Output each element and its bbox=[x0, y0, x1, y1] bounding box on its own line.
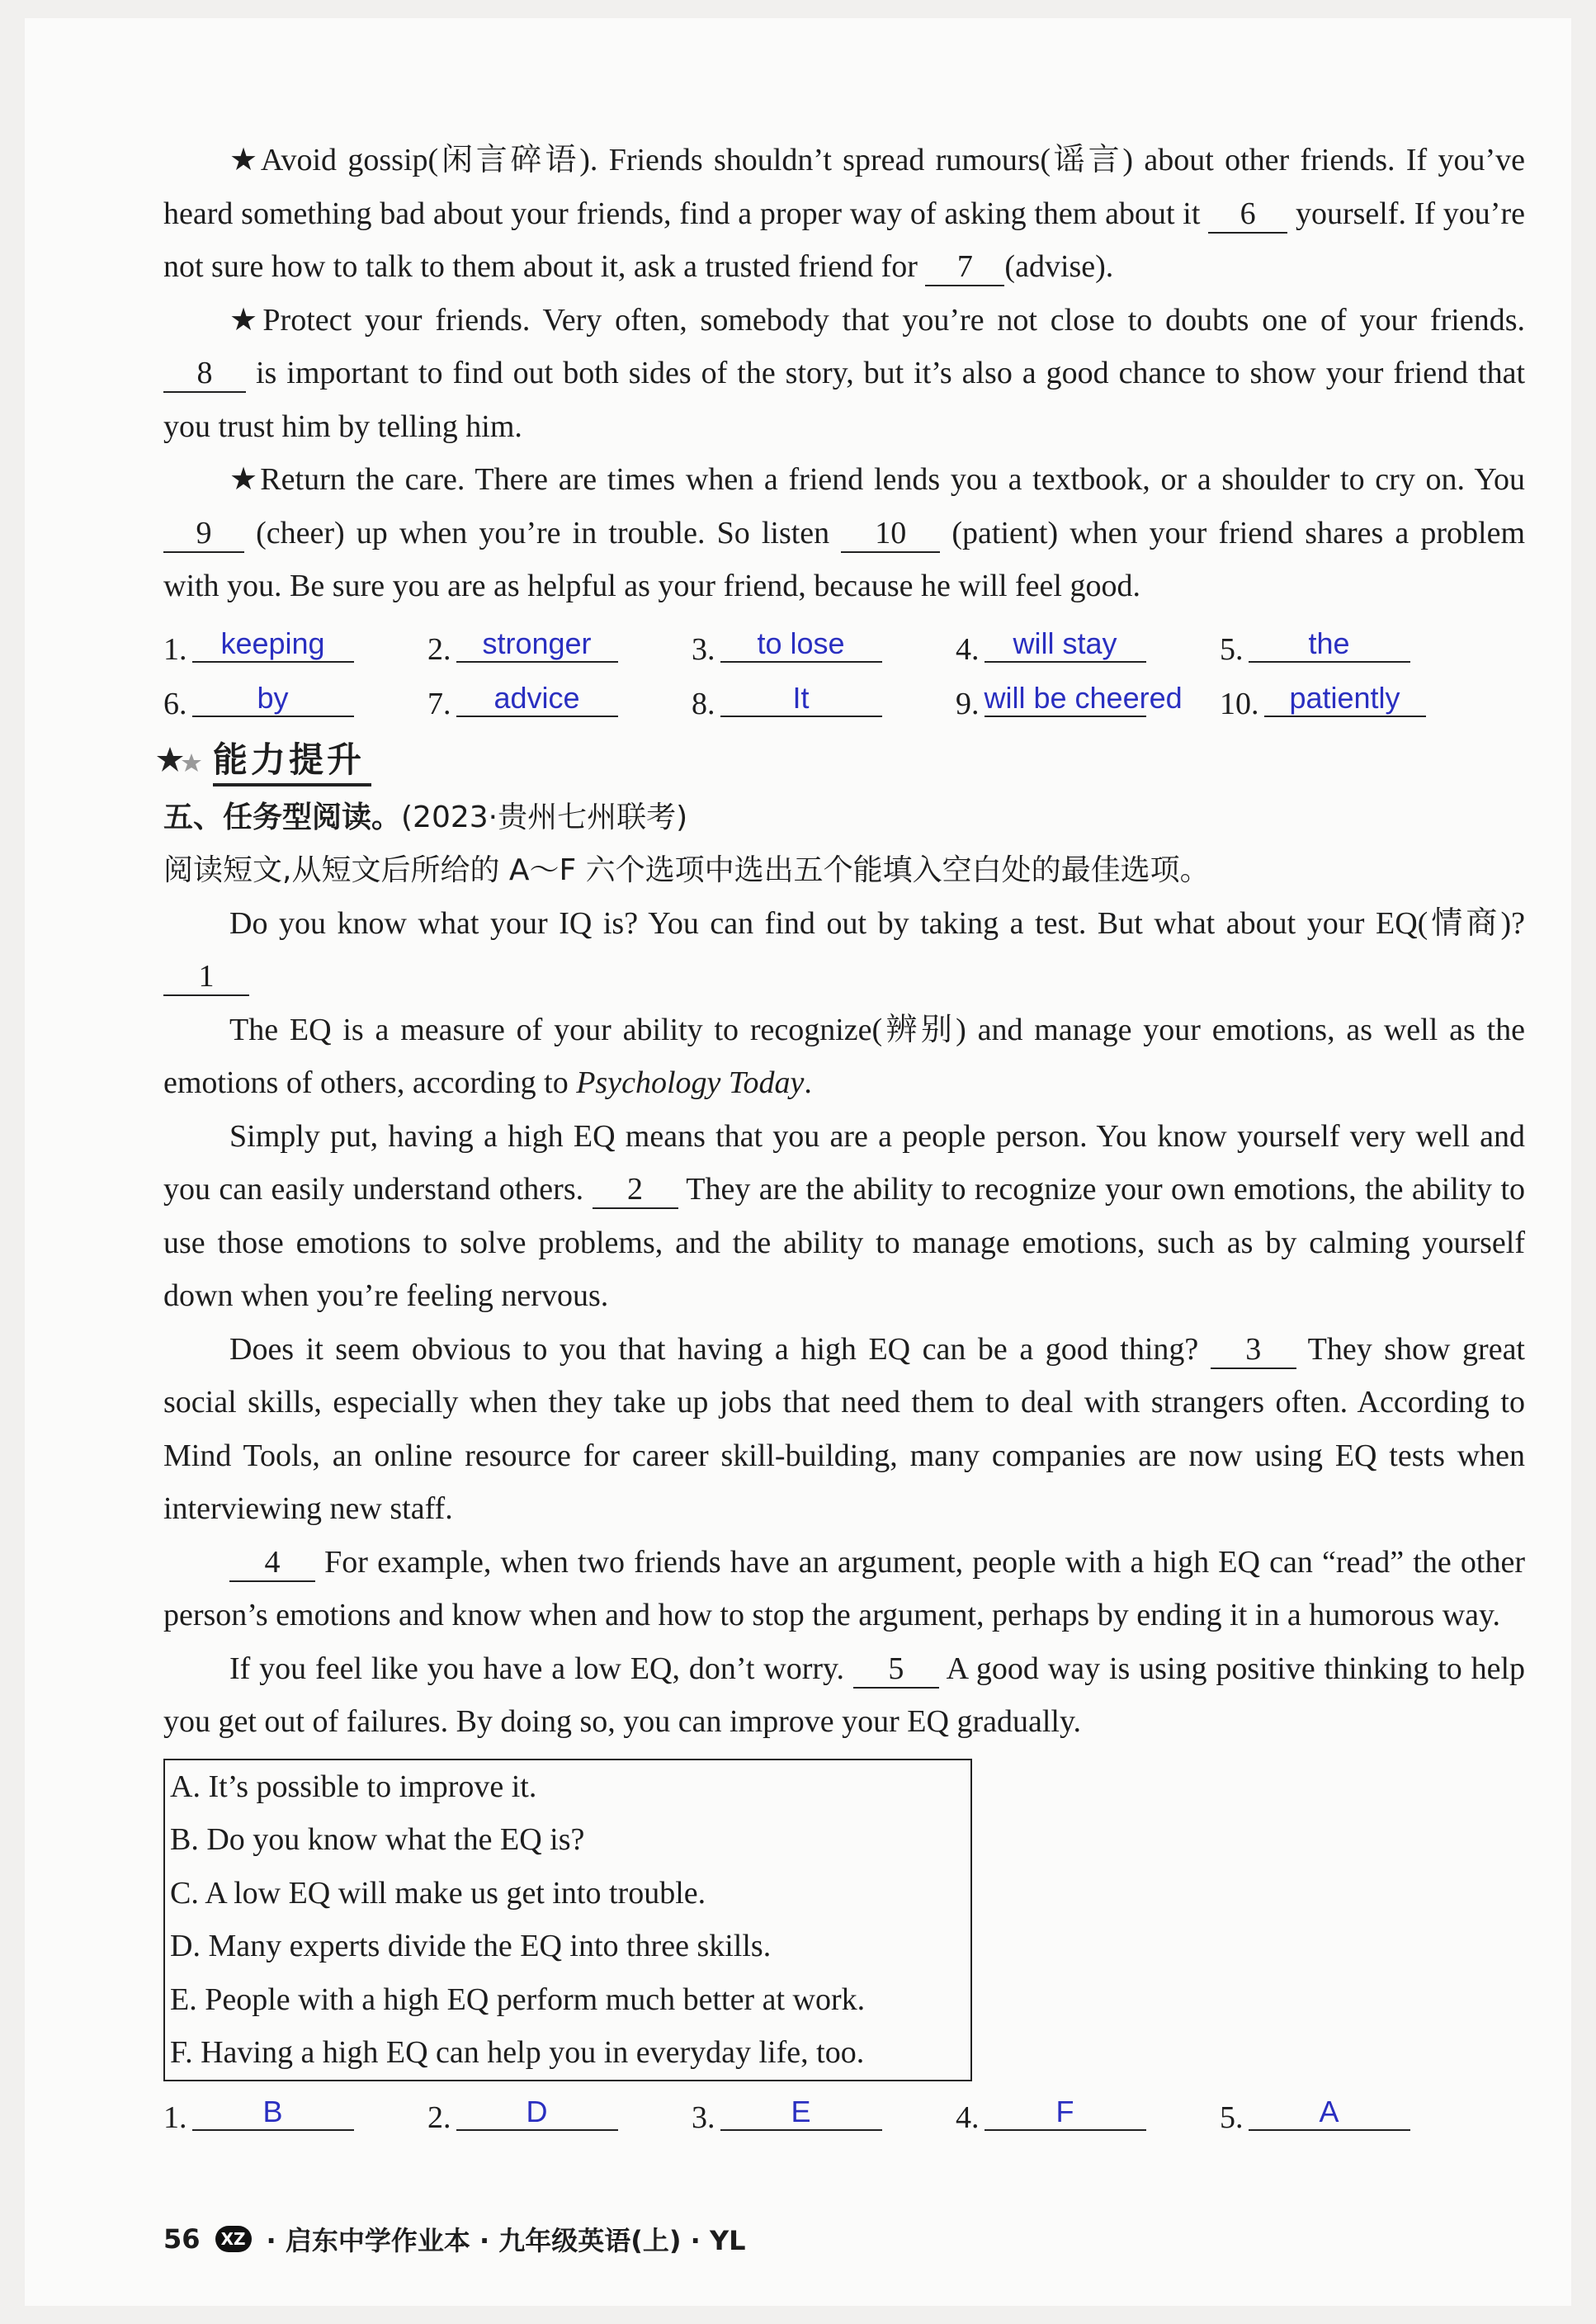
answer-item: 3. to lose bbox=[692, 631, 956, 668]
blank-4: 4 bbox=[229, 1544, 315, 1582]
answer-item: 2. D bbox=[427, 2100, 692, 2136]
option-f: F. Having a high EQ can help you in everyday life, too. bbox=[170, 2035, 865, 2070]
task-instruction: 阅读短文,从短文后所给的 A～F 六个选项中选出五个能填入空白处的最佳选项。 bbox=[163, 853, 1210, 887]
options-box bbox=[163, 1759, 972, 2081]
answer-item: 5. the bbox=[1220, 631, 1484, 668]
handwritten-answer: B bbox=[192, 2095, 354, 2131]
handwritten-answer: D bbox=[456, 2095, 618, 2131]
answer-item: 2. stronger bbox=[427, 631, 692, 668]
paragraph-eq-intro: Do you know what your IQ is? You can find out by taking a test. But what about your EQ(情商)? 1 bbox=[163, 897, 1525, 1004]
publisher-logo: XZ bbox=[215, 2226, 252, 2252]
blank-5: 5 bbox=[853, 1651, 939, 1689]
answer-row-3 bbox=[163, 2081, 1525, 2136]
answer-row-1 bbox=[163, 613, 1525, 668]
book-title: · 启东中学作业本 · 九年级英语(上) · YL bbox=[266, 2225, 746, 2256]
page-footer bbox=[163, 2220, 746, 2258]
handwritten-answer: will stay bbox=[985, 626, 1146, 663]
section-title: 能力提升 bbox=[213, 739, 371, 786]
answer-item: 1. keeping bbox=[163, 631, 427, 668]
section-heading bbox=[155, 734, 1525, 791]
page-number: 56 bbox=[163, 2223, 201, 2255]
handwritten-answer: the bbox=[1249, 626, 1410, 663]
paragraph-everyday-life: 4 For example, when two friends have an argument, people with a high EQ can “read” the other person’s emotions and know when and how to stop the argument, perhaps by ending it in a humorous way. bbox=[163, 1544, 1525, 1632]
handwritten-answer: It bbox=[720, 681, 882, 717]
blank-7: 7 bbox=[925, 248, 1004, 286]
paragraph-avoid-gossip: ★Avoid gossip(闲言碎语). Friends shouldn’t spread rumours(谣言) about other friends. If you’ve heard something bad about your friends, find a proper way of asking them about it 6 yourself. If you’re not sure how to talk to them about it, ask a trusted friend for 7 (advise). bbox=[163, 134, 1525, 294]
paragraph-protect-friends: ★Protect your friends. Very often, somebody that you’re not close to doubts one of your friends. 8 is important to find out both sides of the story, but it’s also a good chance to show your friend that you trust him by telling him. bbox=[163, 302, 1525, 444]
handwritten-answer: F bbox=[985, 2095, 1146, 2131]
handwritten-answer: advice bbox=[456, 681, 618, 717]
blank-6: 6 bbox=[1208, 196, 1287, 234]
blank-9: 9 bbox=[163, 515, 244, 553]
handwritten-answer: E bbox=[720, 2095, 882, 2131]
handwritten-answer: stronger bbox=[456, 626, 618, 663]
paragraph-good-thing: Does it seem obvious to you that having a high EQ can be a good thing? 3 They show great social skills, especially when they take up jobs that need them to deal with strangers often. According to Mind Tools, an online resource for career skill-building, many companies are now using EQ tests when interviewing new staff. bbox=[163, 1331, 1525, 1526]
blank-10: 10 bbox=[841, 515, 940, 553]
answer-item: 6. by bbox=[163, 686, 427, 722]
option-d: D. Many experts divide the EQ into three skills. bbox=[170, 1929, 772, 1963]
option-e: E. People with a high EQ perform much better at work. bbox=[170, 1982, 866, 2017]
blank-8: 8 bbox=[163, 355, 246, 393]
handwritten-answer: to lose bbox=[720, 626, 882, 663]
answer-item: 9. will be cheered bbox=[956, 680, 1183, 721]
paragraph-return-care: ★Return the care. There are times when a friend lends you a textbook, or a shoulder to cry on. You 9 (cheer) up when you’re in trouble. So listen 10 (patient) when your friend shares a problem with you. Be sure you are as helpful as your friend, because he will feel good. bbox=[163, 462, 1525, 603]
answer-item: 4. will stay bbox=[956, 631, 1220, 668]
paragraph-eq-definition: The EQ is a measure of your ability to recognize(辨别) and manage your emotions, as well as the emotions of others, according to Psychology Today. bbox=[163, 1012, 1525, 1100]
blank-1: 1 bbox=[163, 958, 249, 996]
answer-item: 1. B bbox=[163, 2100, 427, 2136]
handwritten-answer: patiently bbox=[1264, 681, 1426, 717]
stars-icon bbox=[155, 742, 213, 783]
paragraph-people-person: Simply put, having a high EQ means that you are a people person. You know yourself very well and you can easily understand others. 2 They are the ability to recognize your own emotions, the ability to use those emotions to solve problems, and the ability to manage emotions, such as by calming yourself down when you’re feeling nervous. bbox=[163, 1118, 1525, 1313]
blank-3: 3 bbox=[1211, 1331, 1296, 1369]
handwritten-answer: keeping bbox=[192, 626, 354, 663]
answer-row-2 bbox=[163, 668, 1525, 722]
handwritten-answer: will be cheered bbox=[985, 681, 1146, 717]
paragraph-low-eq: If you feel like you have a low EQ, don’t worry. 5 A good way is using positive thinking to help you get out of failures. By doing so, you can improve your EQ gradually. bbox=[163, 1651, 1525, 1739]
page-content bbox=[163, 134, 1525, 2136]
answer-item: 7. advice bbox=[427, 686, 692, 722]
task-heading: 五、任务型阅读。(2023·贵州七州联考) bbox=[163, 800, 688, 834]
answer-item: 5. A bbox=[1220, 2100, 1484, 2136]
answer-item: 3. E bbox=[692, 2100, 956, 2136]
option-c: C. A low EQ will make us get into trouble. bbox=[170, 1875, 706, 1911]
handwritten-answer: by bbox=[192, 681, 354, 717]
handwritten-answer: A bbox=[1249, 2095, 1410, 2131]
answer-item: 8. It bbox=[692, 686, 956, 722]
blank-2: 2 bbox=[593, 1171, 678, 1209]
answer-item: 10. patiently bbox=[1220, 686, 1484, 722]
worksheet-page bbox=[25, 18, 1571, 2306]
answer-item: 4. F bbox=[956, 2100, 1220, 2136]
option-a: A. It’s possible to improve it. bbox=[170, 1769, 537, 1804]
option-b: B. Do you know what the EQ is? bbox=[170, 1822, 585, 1857]
